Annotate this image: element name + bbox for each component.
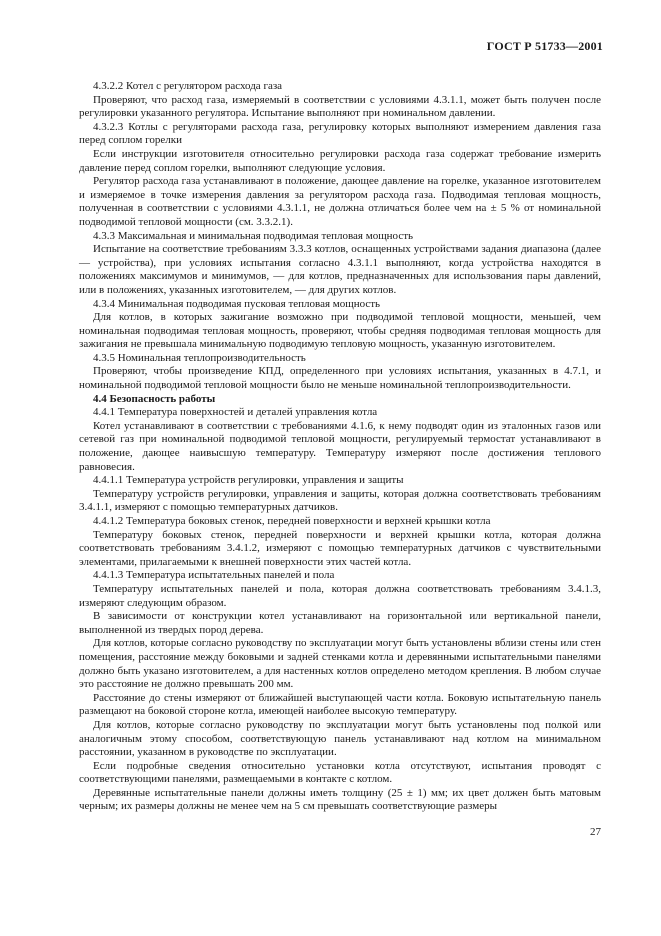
body-paragraph: Для котлов, которые согласно руководству по эксплуатации могут быть установлены под полкой или аналогичным этому способом, соответствующую панель устанавливают над котлом на минимальном расстоянии, указанном в руководстве по эксплуатации. [79,718,601,759]
body-paragraph: Температуру боковых стенок, передней поверхности и верхней крышки котла, которая должна соответствовать требованиям 3.4.1.2, измеряют с помощью температурных датчиков с чувствительными элементами, прилагаемыми к внешней поверхности этих частей котла. [79,528,601,568]
clause-heading: 4.3.5 Номинальная теплопроизводительность [93,351,306,364]
document-body [79,80,601,814]
section-heading: 4.4 Безопасность работы [93,392,216,405]
clause-heading: 4.4.1.2 Температура боковых стенок, передней поверхности и верхней крышки котла [93,515,491,527]
body-paragraph: 4.3.2.3 Котлы с регуляторами расхода газа, регулировку которых выполняют измерением давления газа перед соплом горелки [79,120,601,147]
clause-heading: 4.3.4 Минимальная подводимая пусковая тепловая мощность [93,297,381,310]
body-paragraph: Для котлов, в которых зажигание возможно при подводимой тепловой мощности, меньшей, чем номинальная подводимая тепловая мощность, проверяют, чтобы средняя подводимая тепловая мощность для зажигания не превышала минимальную подводимую тепловую мощность, указанную изготовителем. [79,311,601,351]
body-paragraph: В зависимости от конструкции котел устанавливают на горизонтальной или вертикальной панели, выполненной из твердых пород дерева. [79,610,601,636]
body-paragraph: Температуру испытательных панелей и пола, которая должна соответствовать требованиям 3.4.1.3, измеряют следующим образом. [79,582,601,609]
body-paragraph: Если инструкции изготовителя относительно регулировки расхода газа содержат требование измерить давление перед соплом горелки, выполняют следующие условия. [79,147,601,174]
body-paragraph: Если подробные сведения относительно установки котла отсутствуют, испытания проводят с соответствующими панелями, размещаемыми в контакте с котлом. [79,759,601,786]
clause-heading: 4.4.1 Температура поверхностей и деталей управления котла [93,406,378,419]
body-paragraph: Деревянные испытательные панели должны иметь толщину (25 ± 1) мм; их цвет должен быть матовым черным; их размеры должны не менее чем на 5 см превышать соответствующие размеры [79,786,601,813]
page-number: 27 [590,826,601,838]
clause-heading: 4.4.1.3 Температура испытательных панелей и пола [93,569,335,582]
body-paragraph: Расстояние до стены измеряют от ближайшей выступающей части котла. Боковую испытательную панель размещают на боковой стороне котла, имеющей наиболее высокую температуру. [79,691,601,718]
document-header: ГОСТ Р 51733—2001 [486,39,603,53]
clause-heading: 4.3.2.2 Котел с регулятором расхода газа [93,80,283,92]
body-paragraph: Регулятор расхода газа устанавливают в положение, дающее давление на горелке, указанное изготовителем и измеряемое в точке измерения давления за регулятором расхода газа. Подводимая тепловая мощность, полученная в соответствии с условиями 4.3.1.1, не должна отличаться более чем на ± 5 % от номинальной подводимой тепловой мощности (см. 3.3.2.1). [79,175,601,228]
clause-heading: 4.4.1.1 Температура устройств регулировки, управления и защиты [93,474,404,487]
body-paragraph: Проверяют, чтобы произведение КПД, определенного при условиях испытания, указанных в 4.7.1, и номинальной подводимой тепловой мощности было не меньше номинальной теплопроизводительности. [79,365,601,392]
body-paragraph: Проверяют, что расход газа, измеряемый в соответствии с условиями 4.3.1.1, может быть получен после регулировки указанного регулятора. Испытание выполняют при номинальном давлении. [79,93,601,120]
body-paragraph: Температуру устройств регулировки, управления и защиты, которая должна соответствовать требованиям 3.4.1.1, измеряют с помощью температурных датчиков. [79,487,601,514]
clause-heading: 4.3.3 Максимальная и минимальная подводимая тепловая мощность [93,229,414,242]
body-paragraph: Испытание на соответствие требованиям 3.3.3 котлов, оснащенных устройствами задания диапазона (далее — устройства), при условиях испытания согласно 4.3.1.1 выполняют, когда устройства находятся в положениях максимумов и минимумов, — для котлов, предназначенных для использования пары давлений, или в положениях, указанных изготовителем, — для других котлов. [79,243,601,296]
body-paragraph: Для котлов, которые согласно руководству по эксплуатации могут быть установлены вблизи стены или стен помещения, расстояние между боковыми и задней стенками котла и деревянными испытательными панелями должно быть указано изготовителем, а для настенных котлов определено методом крепления. В любом случае это расстояние не должно превышать 200 мм. [79,637,601,691]
body-paragraph: Котел устанавливают в соответствии с требованиями 4.1.6, к нему подводят один из эталонных газов или сетевой газ при номинальной подводимой тепловой мощности, регулируемый термостат устанавливают в положение, дающее наивысшую температуру. Температуру измеряют после достижения теплового равновесия. [79,419,601,473]
